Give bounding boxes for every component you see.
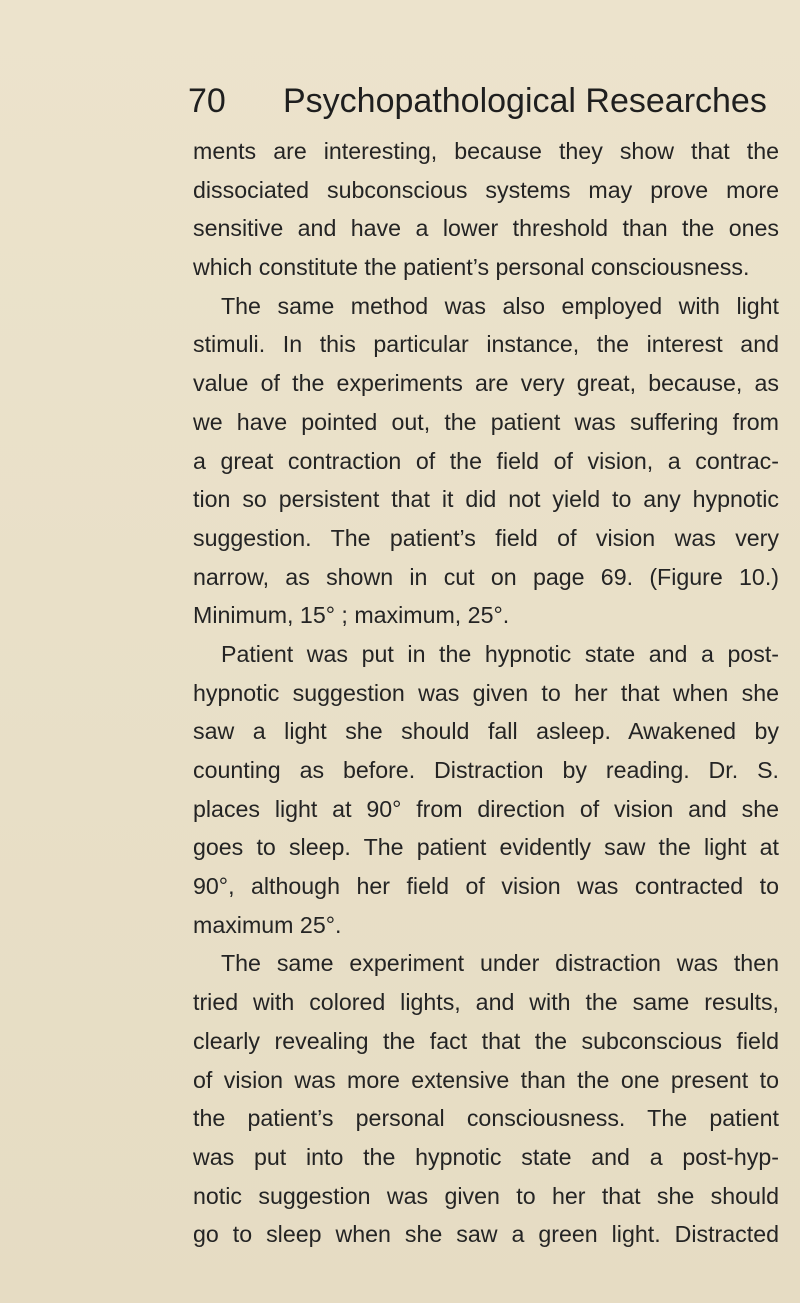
text-line: sensitive and have a lower threshold than the ones [193, 215, 779, 242]
text-line: clearly revealing the fact that the subconscious field [193, 1027, 779, 1054]
body-text [193, 132, 779, 1254]
text-line: 90°, although her field of vision was contracted to [193, 873, 779, 900]
text-line: a great contraction of the field of vision, a contrac- [193, 447, 779, 474]
paragraph-start-line: Patient was put in the hypnotic state and a post- [221, 640, 779, 667]
text-line: was put into the hypnotic state and a post-hyp- [193, 1143, 779, 1170]
text-line: tried with colored lights, and with the same results, [193, 989, 779, 1016]
text-line: go to sleep when she saw a green light. Distracted [193, 1221, 779, 1248]
text-line: stimuli. In this particular instance, the interest and [193, 331, 779, 358]
paragraph-start-line: The same method was also employed with light [221, 292, 779, 319]
text-line: of vision was more extensive than the one present to [193, 1066, 779, 1093]
text-line: the patient’s personal consciousness. The patient [193, 1105, 779, 1132]
text-line: which constitute the patient’s personal consciousness. [193, 254, 750, 281]
text-line: we have pointed out, the patient was suffering from [193, 408, 779, 435]
running-title: Psychopathological Researches [283, 82, 767, 120]
page-header [0, 76, 800, 126]
text-line: places light at 90° from direction of vision and she [193, 795, 779, 822]
text-line: saw a light she should fall asleep. Awakened by [193, 718, 779, 745]
text-line: suggestion. The patient’s field of vision was very [193, 524, 779, 551]
text-line: tion so persistent that it did not yield to any hypnotic [193, 486, 779, 513]
page-number: 70 [188, 82, 226, 120]
text-line: value of the experiments are very great, because, as [193, 370, 779, 397]
text-line: dissociated subconscious systems may prove more [193, 176, 779, 203]
text-line: notic suggestion was given to her that she should [193, 1182, 779, 1209]
text-line: maximum 25°. [193, 911, 342, 938]
text-line: goes to sleep. The patient evidently saw the light at [193, 834, 779, 861]
text-line: hypnotic suggestion was given to her that when she [193, 679, 779, 706]
text-line: narrow, as shown in cut on page 69. (Figure 10.) [193, 563, 779, 590]
text-line: ments are interesting, because they show that the [193, 138, 779, 164]
text-line: counting as before. Distraction by reading. Dr. S. [193, 757, 779, 783]
text-line: Minimum, 15° ; maximum, 25°. [193, 602, 510, 629]
paragraph-start-line: The same experiment under distraction was then [221, 950, 779, 977]
